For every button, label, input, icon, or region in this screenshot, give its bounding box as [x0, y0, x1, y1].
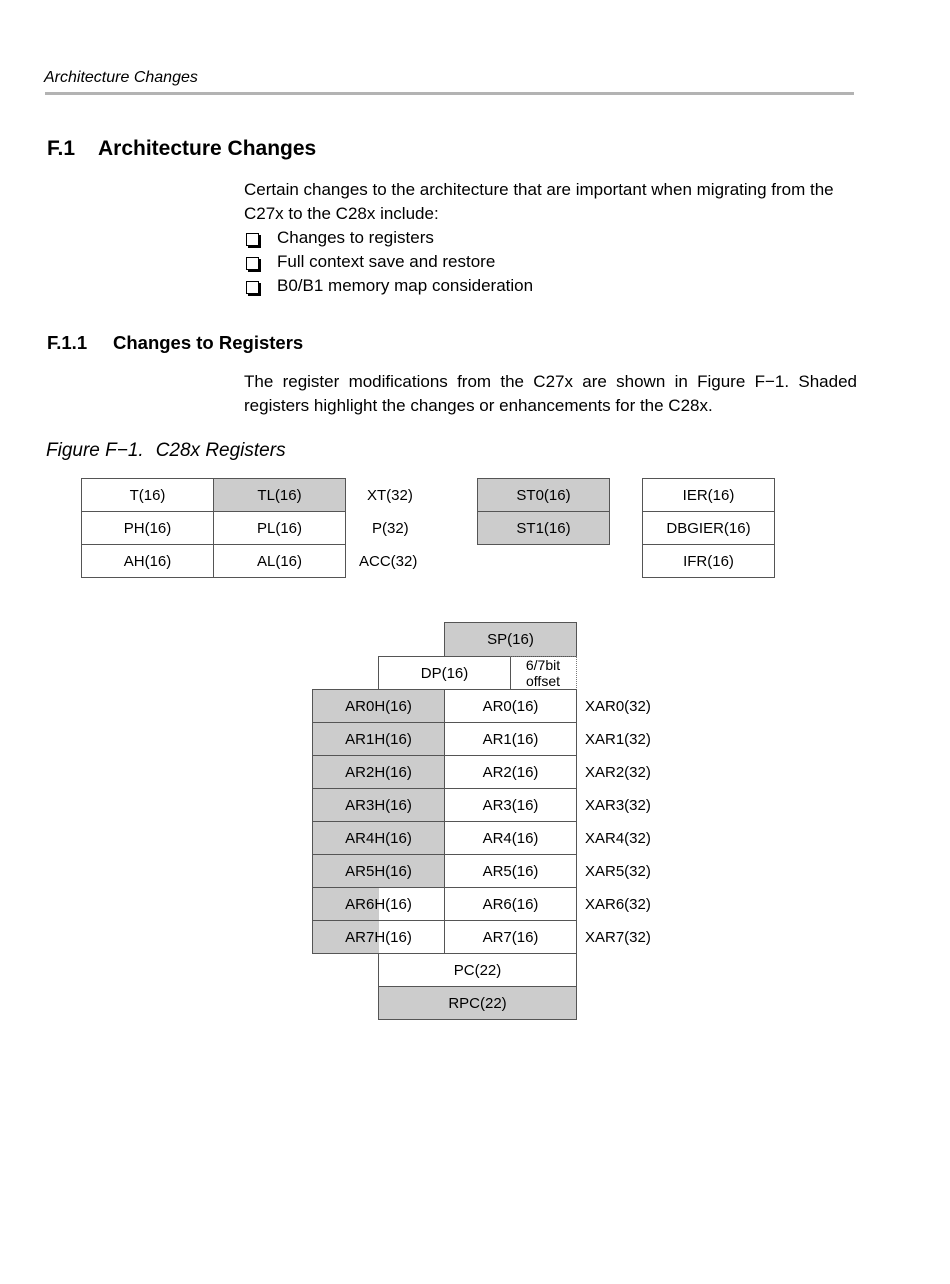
register-st1: ST1(16) — [477, 511, 610, 545]
register-dbgier: DBGIER(16) — [642, 511, 775, 545]
register-ar0h: AR0H(16) — [312, 689, 445, 723]
register-ier: IER(16) — [642, 478, 775, 512]
intro-paragraph: Certain changes to the architecture that are important when migrating from the C27x to the C28x include: — [244, 180, 834, 223]
subsection-number: F.1.1 — [47, 332, 88, 353]
register-t: T(16) — [81, 478, 214, 512]
register-xar1-label: XAR1(32) — [585, 730, 651, 748]
list-item — [244, 226, 533, 250]
register-ar1h: AR1H(16) — [312, 722, 445, 756]
register-ar4: AR4(16) — [444, 821, 577, 855]
register-ar6h: AR6H(16) — [312, 887, 445, 921]
bullet-text: B0/B1 memory map consideration — [277, 276, 534, 295]
register-ar5h: AR5H(16) — [312, 854, 445, 888]
figure-caption — [46, 440, 286, 462]
register-ar7h: AR7H(16) — [312, 920, 445, 954]
header-rule — [45, 92, 854, 95]
section-number: F.1 — [47, 137, 76, 160]
register-ar2: AR2(16) — [444, 755, 577, 789]
list-item — [244, 274, 533, 298]
register-ah: AH(16) — [81, 544, 214, 578]
register-xar4-label: XAR4(32) — [585, 829, 651, 847]
register-ar5: AR5(16) — [444, 854, 577, 888]
register-ar1: AR1(16) — [444, 722, 577, 756]
register-xar2-label: XAR2(32) — [585, 763, 651, 781]
register-pc: PC(22) — [378, 953, 577, 987]
register-ar0: AR0(16) — [444, 689, 577, 723]
checkbox-bullet-icon — [246, 233, 259, 246]
register-dp: DP(16) — [378, 656, 511, 690]
register-st0: ST0(16) — [477, 478, 610, 512]
register-ar3h: AR3H(16) — [312, 788, 445, 822]
register-xar5-label: XAR5(32) — [585, 862, 651, 880]
register-ar3: AR3(16) — [444, 788, 577, 822]
list-item — [244, 250, 533, 274]
bullet-text: Changes to registers — [277, 228, 434, 247]
register-al: AL(16) — [213, 544, 346, 578]
register-xar6-label: XAR6(32) — [585, 895, 651, 913]
subsection-paragraph: The register modifications from the C27x are shown in Figure F−1. Shaded registers highlight the changes or enhancements for the C28x. — [244, 372, 857, 415]
register-acc-label: ACC(32) — [359, 552, 418, 570]
register-ar2h: AR2H(16) — [312, 755, 445, 789]
section-title: Architecture Changes — [98, 137, 317, 160]
register-xar0-label: XAR0(32) — [585, 697, 651, 715]
register-tl: TL(16) — [213, 478, 346, 512]
register-ifr: IFR(16) — [642, 544, 775, 578]
register-xar7-label: XAR7(32) — [585, 928, 651, 946]
subsection-heading — [47, 332, 303, 354]
register-pl: PL(16) — [213, 511, 346, 545]
subsection-title: Changes to Registers — [113, 332, 304, 353]
bullet-text: Full context save and restore — [277, 252, 496, 271]
register-rpc: RPC(22) — [378, 986, 577, 1020]
checkbox-bullet-icon — [246, 281, 259, 294]
register-ar6: AR6(16) — [444, 887, 577, 921]
figure-title: C28x Registers — [155, 440, 286, 461]
register-sp: SP(16) — [444, 622, 577, 657]
bullet-list — [244, 226, 533, 298]
register-ar7: AR7(16) — [444, 920, 577, 954]
checkbox-bullet-icon — [246, 257, 259, 270]
register-ph: PH(16) — [81, 511, 214, 545]
offset-box: 6/7bit offset — [510, 656, 577, 690]
register-ar4h: AR4H(16) — [312, 821, 445, 855]
section-heading — [47, 137, 316, 161]
figure-number: Figure F−1. — [46, 440, 144, 461]
register-xar3-label: XAR3(32) — [585, 796, 651, 814]
register-xt-label: XT(32) — [367, 486, 413, 504]
running-header: Architecture Changes — [44, 69, 198, 86]
register-p-label: P(32) — [372, 519, 409, 537]
